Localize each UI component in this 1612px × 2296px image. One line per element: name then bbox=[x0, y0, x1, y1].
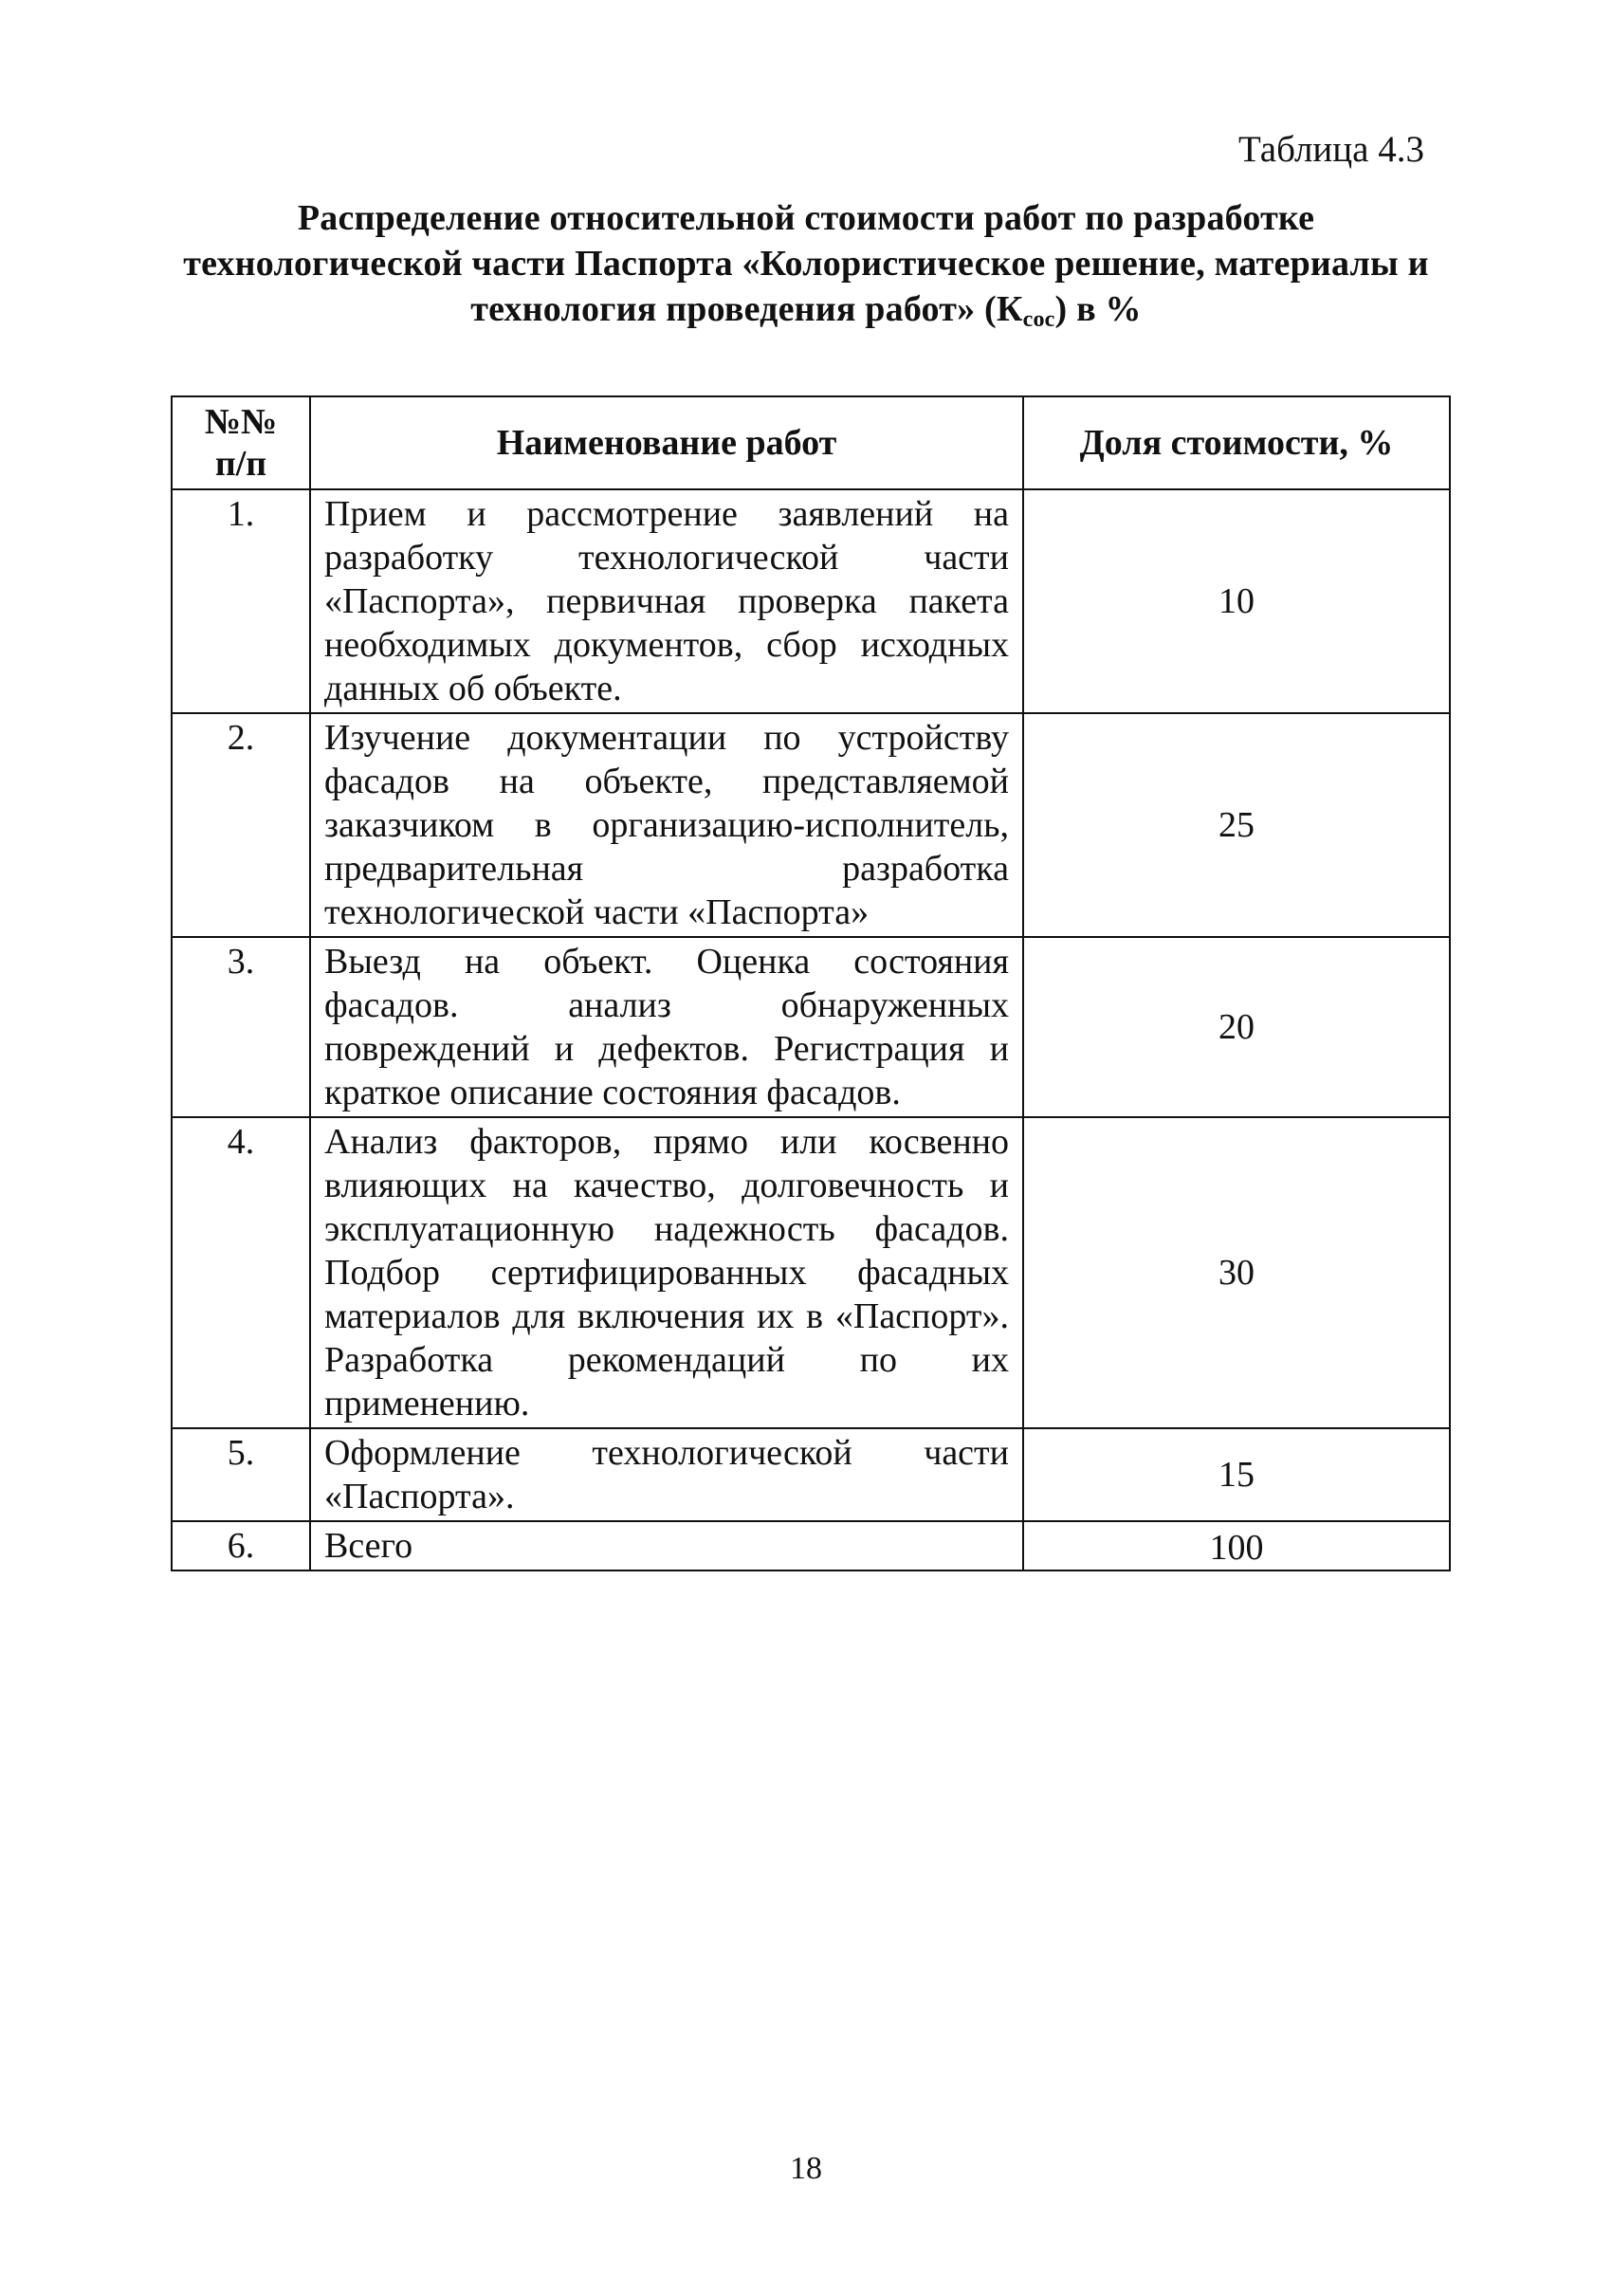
table-total-row bbox=[172, 1521, 1450, 1570]
name-column-header: Наименование работ bbox=[310, 396, 1023, 489]
row-number: 1. bbox=[172, 489, 310, 713]
row-cost-share: 30 bbox=[1023, 1117, 1450, 1428]
table-row bbox=[172, 713, 1450, 937]
row-work-name: Анализ факторов, прямо или косвенно влияющих на качество, долговечность и эксплуатационную надежность фасадов. Подбор сертифицированных фасадных материалов для включения их в «Паспорт». Разработка рекомендаций по их применению. bbox=[310, 1117, 1023, 1428]
row-cost-share: 100 bbox=[1023, 1521, 1450, 1570]
table-row bbox=[172, 489, 1450, 713]
row-work-name: Выезд на объект. Оценка состояния фасадов. анализ обнаруженных повреждений и дефектов. Регистрация и краткое описание состояния фасадов. bbox=[310, 937, 1023, 1117]
title-symbol-subscript: сос bbox=[1022, 307, 1055, 332]
share-column-header: Доля стоимости, % bbox=[1023, 396, 1450, 489]
row-cost-share: 25 bbox=[1023, 713, 1450, 937]
row-cost-share: 10 bbox=[1023, 489, 1450, 713]
row-work-name: Изучение документации по устройству фасадов на объекте, представляемой заказчиком в организацию-исполнитель, предварительная разработка технологической части «Паспорта» bbox=[310, 713, 1023, 937]
table-row bbox=[172, 937, 1450, 1117]
cost-distribution-table bbox=[171, 395, 1451, 1571]
row-cost-share: 20 bbox=[1023, 937, 1450, 1117]
title-text: Распределение относительной стоимости работ по разработке технологической части Паспорта «Колористическое решение, материалы и технология проведения работ» (К bbox=[183, 198, 1429, 329]
row-number: 2. bbox=[172, 713, 310, 937]
row-number: 5. bbox=[172, 1428, 310, 1521]
row-work-name: Прием и рассмотрение заявлений на разработку технологической части «Паспорта», первичная проверка пакета необходимых документов, сбор исходных данных об объекте. bbox=[310, 489, 1023, 713]
table-header-row bbox=[172, 396, 1450, 489]
number-header-line2: п/п bbox=[214, 444, 267, 484]
row-work-name: Оформление технологической части «Паспорта». bbox=[310, 1428, 1023, 1521]
number-header-line1: №№ bbox=[204, 402, 278, 442]
title-text-end: ) в % bbox=[1054, 289, 1142, 329]
row-number: 3. bbox=[172, 937, 310, 1117]
page-number: 18 bbox=[790, 2151, 822, 2186]
row-cost-share: 15 bbox=[1023, 1428, 1450, 1521]
row-number: 6. bbox=[172, 1521, 310, 1570]
row-work-name: Всего bbox=[310, 1521, 1023, 1570]
table-title bbox=[171, 195, 1441, 342]
table-row bbox=[172, 1428, 1450, 1521]
table-label: Таблица 4.3 bbox=[1237, 129, 1424, 170]
row-number: 4. bbox=[172, 1117, 310, 1428]
number-column-header bbox=[172, 396, 310, 489]
table-row bbox=[172, 1117, 1450, 1428]
